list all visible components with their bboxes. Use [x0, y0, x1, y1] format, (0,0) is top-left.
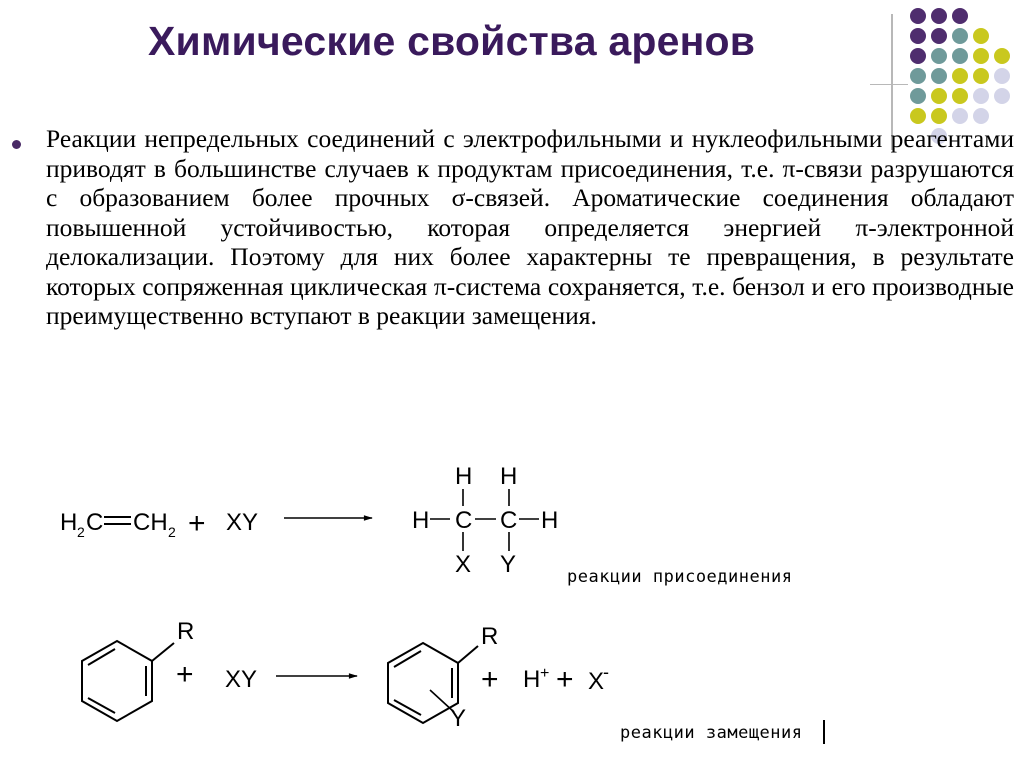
product-y-sub: Y: [450, 705, 467, 732]
reactant-r: R: [177, 618, 195, 645]
addition-reaction: [60, 463, 792, 587]
product-h-top-left: H: [455, 463, 473, 490]
decorative-dot: [973, 48, 989, 64]
decorative-dot: [910, 8, 926, 24]
bullet-point: [12, 140, 21, 149]
product-r: R: [481, 623, 499, 650]
decorative-dot: [973, 28, 989, 44]
decorative-dot: [931, 8, 947, 24]
ethylene-sub-right: 2: [168, 524, 176, 540]
decorative-dot: [973, 108, 989, 124]
ethylene-sub-left: 2: [77, 524, 85, 540]
ethylene-h: H: [60, 509, 78, 536]
decorative-dot: [931, 48, 947, 64]
substitution-caption: реакции замещения: [620, 723, 803, 743]
decorative-dot: [952, 68, 968, 84]
decorative-dot: [952, 88, 968, 104]
decorative-dot: [931, 88, 947, 104]
body-paragraph: Реакции непредельных соединений с электрофильными и нуклеофильными реагентами приводят в большинстве случаев к продуктам присоединения, т.е. π-связи разрушаются с образованием более прочных σ-связей. Ароматические соединения обладают повышенной устойчивостью, которая определяется энергией π-электронной делокализации. Поэтому для них более характерны те превращения, в результате которых сопряженная циклическая π-система сохраняется, т.е. бензол и его производные преимущественно вступают в реакции замещения.: [46, 124, 1014, 330]
decorative-dot: [910, 88, 926, 104]
substitution-plus-1: +: [176, 658, 194, 691]
decorative-dot: [994, 68, 1010, 84]
decorative-dot: [931, 28, 947, 44]
decorative-dot: [910, 108, 926, 124]
product-y: Y: [500, 551, 517, 578]
decorative-dot: [994, 88, 1010, 104]
decorative-dot: [952, 48, 968, 64]
product-c2: C: [500, 507, 518, 534]
addition-reagent-xy: XY: [226, 509, 259, 536]
h-ion: H: [523, 666, 541, 693]
substitution-reagent-xy: XY: [225, 666, 258, 693]
benzene-ring-reactant: [82, 641, 152, 721]
benzene-ring-product: [388, 643, 458, 723]
x-ion: X: [588, 668, 605, 695]
product-h-right: H: [541, 507, 559, 534]
ethylene-c-left: C: [86, 509, 104, 536]
product-h-left: H: [412, 507, 430, 534]
addition-caption: реакции присоединения: [567, 567, 793, 587]
decorative-dot: [973, 88, 989, 104]
reaction-schemes: [0, 440, 1024, 767]
h-ion-charge: +: [540, 665, 550, 682]
product-c1: C: [455, 507, 473, 534]
decorative-dot: [910, 28, 926, 44]
decorative-dot: [994, 48, 1010, 64]
decorative-dot: [952, 28, 968, 44]
substitution-plus-2: +: [481, 663, 499, 696]
slide-title: Химические свойства аренов: [148, 18, 756, 64]
x-ion-charge: -: [603, 662, 609, 682]
decorative-dot: [931, 68, 947, 84]
substitution-reaction: [82, 618, 824, 744]
decorative-dot: [910, 68, 926, 84]
decorative-dot: [973, 68, 989, 84]
decorative-dot: [910, 48, 926, 64]
ethylene-ch-right: CH: [133, 509, 168, 536]
product-x: X: [455, 551, 472, 578]
product-h-top-right: H: [500, 463, 518, 490]
substitution-plus-3: +: [556, 663, 574, 696]
decorative-dot: [931, 108, 947, 124]
decorative-dot: [952, 108, 968, 124]
addition-plus: +: [188, 507, 206, 540]
decorative-dot: [952, 8, 968, 24]
